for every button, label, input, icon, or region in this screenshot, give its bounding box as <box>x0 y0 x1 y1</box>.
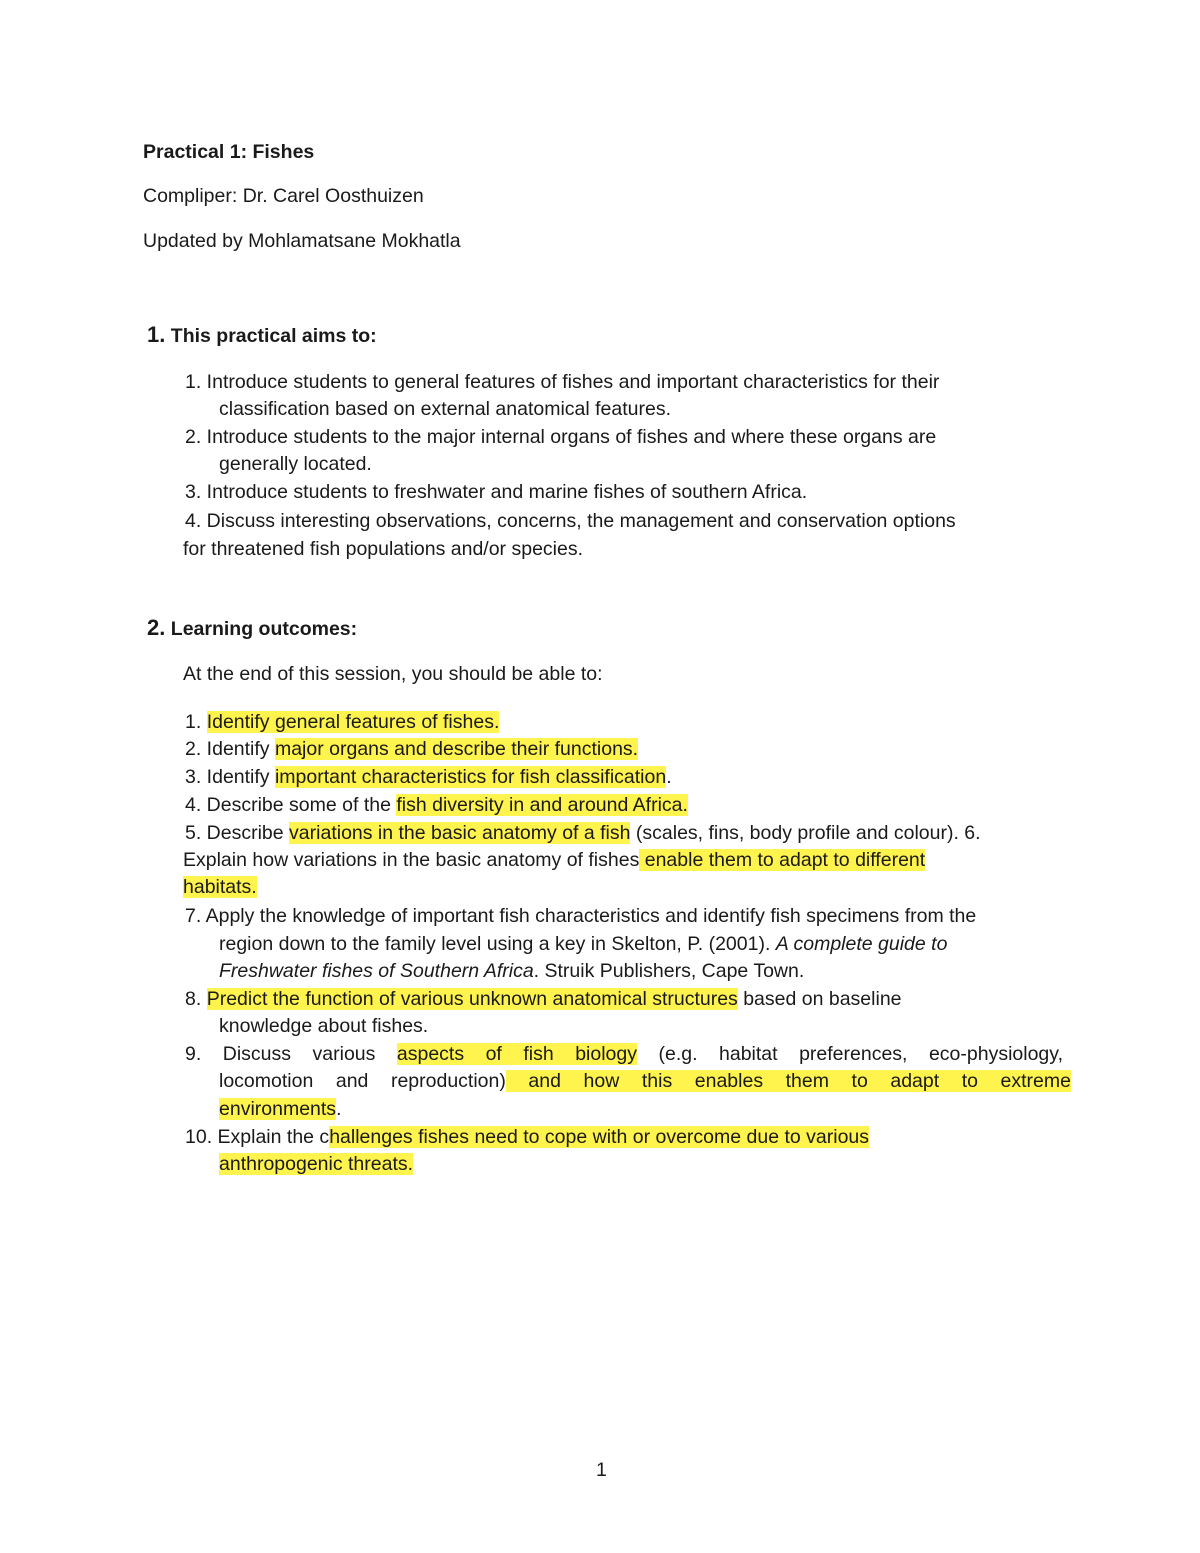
outcome-7-cont-2: Freshwater fishes of Southern Africa. Struik Publishers, Cape Town. <box>219 960 805 982</box>
aim-item-1-cont: classification based on external anatomical features. <box>219 398 672 420</box>
outcome-1: 1. Identify general features of fishes. <box>185 711 500 733</box>
highlight: Predict the function of various unknown anatomical structures <box>206 988 738 1010</box>
highlight: variations in the basic anatomy of a fish <box>289 822 631 844</box>
highlight: enable them to adapt to different <box>639 849 926 871</box>
outcome-7-cont: region down to the family level using a key in Skelton, P. (2001). A complete guide to <box>219 933 948 955</box>
aim-item-4: 4. Discuss interesting observations, concerns, the management and conservation options <box>185 510 956 532</box>
outcome-3: 3. Identify important characteristics for fish classification. <box>185 766 672 788</box>
page-number: 1 <box>596 1459 607 1481</box>
outcomes-intro: At the end of this session, you should be able to: <box>183 663 603 685</box>
outcome-5: 5. Describe variations in the basic anatomy of a fish (scales, fins, body profile and colour). 6. <box>185 822 981 844</box>
outcome-8-cont: knowledge about fishes. <box>219 1015 429 1037</box>
outcome-2: 2. Identify major organs and describe their functions. <box>185 738 639 760</box>
book-title: Freshwater fishes of Southern Africa <box>219 960 534 982</box>
section-heading-text: Learning outcomes: <box>170 618 358 640</box>
highlight: major organs and describe their functions. <box>274 738 639 760</box>
outcome-6-cont <box>183 876 257 899</box>
outcome-9-cont-2: environments. <box>219 1098 342 1120</box>
book-title: A complete guide to <box>775 933 948 955</box>
outcome-9: 9. Discuss various aspects of fish biology (e.g. habitat preferences, eco-physiology, <box>185 1043 1063 1065</box>
document-title: Practical 1: Fishes <box>143 141 315 163</box>
highlight: aspects of fish biology <box>396 1043 637 1065</box>
highlight: fish diversity in and around Africa. <box>396 794 688 816</box>
highlight: Identify general features of fishes. <box>206 711 500 733</box>
aim-item-4-cont: for threatened fish populations and/or species. <box>183 538 584 560</box>
aim-item-1: 1. Introduce students to general features of fishes and important characteristics for their <box>185 371 940 393</box>
compiler-line: Compliper: Dr. Carel Oosthuizen <box>143 185 424 207</box>
highlight: anthropogenic threats. <box>219 1153 414 1175</box>
section-1-heading <box>147 322 377 348</box>
aim-item-3: 3. Introduce students to freshwater and marine fishes of southern Africa. <box>185 481 808 503</box>
section-2-heading <box>147 615 357 641</box>
section-heading-text: This practical aims to: <box>170 325 377 347</box>
outcome-10: 10. Explain the challenges fishes need to cope with or overcome due to various <box>185 1126 870 1148</box>
outcome-7: 7. Apply the knowledge of important fish characteristics and identify fish specimens from the <box>185 905 977 927</box>
highlight: environments <box>219 1098 337 1120</box>
aim-item-2: 2. Introduce students to the major internal organs of fishes and where these organs are <box>185 426 937 448</box>
outcome-9-cont: locomotion and reproduction) and how this enables them to adapt to extreme <box>219 1070 1071 1092</box>
outcome-8: 8. Predict the function of various unknown anatomical structures based on baseline <box>185 988 902 1010</box>
highlight: important characteristics for fish classification <box>274 766 667 788</box>
section-number: 2. <box>147 615 166 640</box>
outcome-4: 4. Describe some of the fish diversity in and around Africa. <box>185 794 688 816</box>
outcome-6: Explain how variations in the basic anatomy of fishes enable them to adapt to different <box>183 849 926 871</box>
outcome-10-cont <box>219 1153 413 1176</box>
section-number: 1. <box>147 322 166 347</box>
highlight: habitats. <box>183 876 257 898</box>
highlight: and how this enables them to adapt to extreme <box>505 1070 1071 1092</box>
highlight: hallenges fishes need to cope with or overcome due to various <box>329 1126 870 1148</box>
updated-by-line: Updated by Mohlamatsane Mokhatla <box>143 230 461 252</box>
aim-item-2-cont: generally located. <box>219 453 372 475</box>
